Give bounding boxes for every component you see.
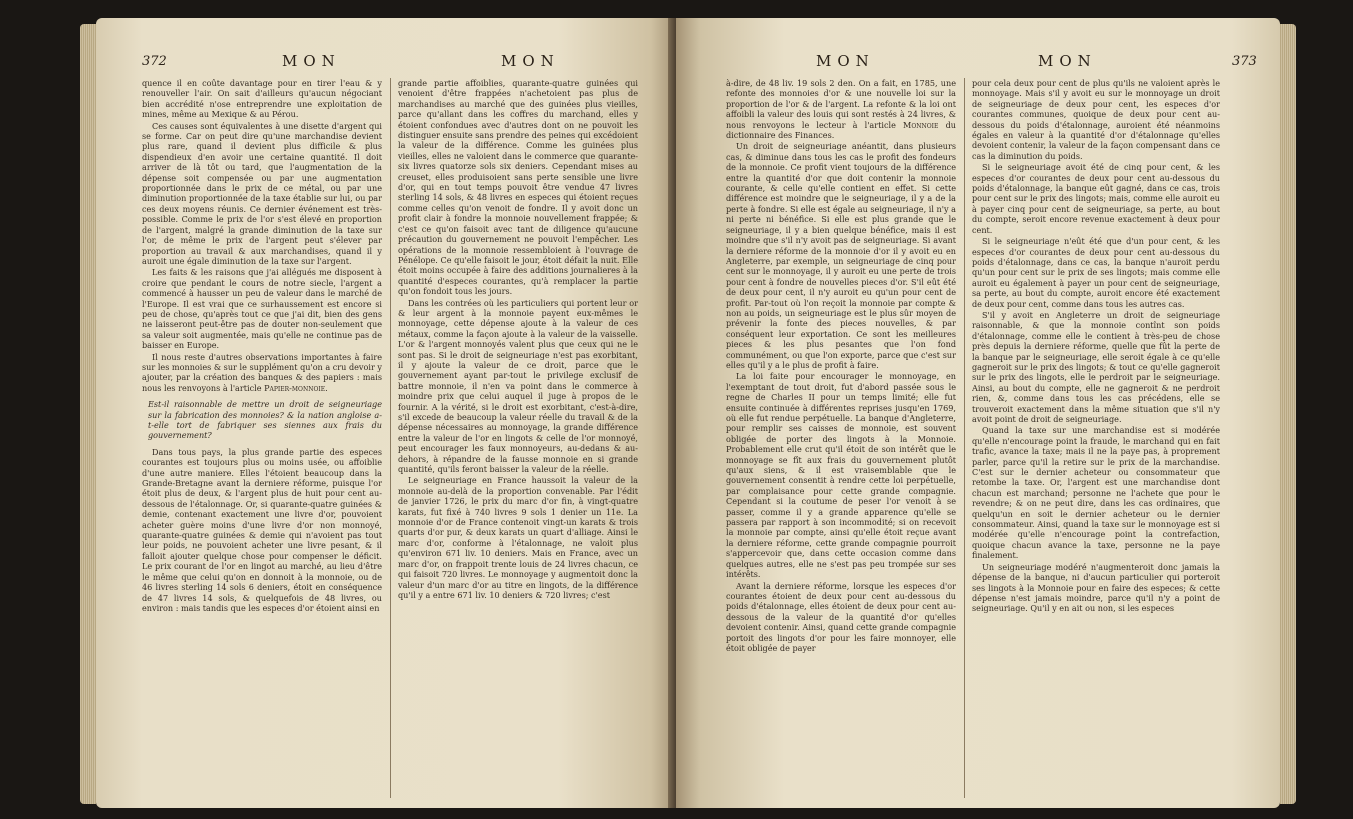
text-column-1	[726, 78, 956, 798]
paragraph: quence il en coûte davantage pour en tirer l'eau & y renouveller l'air. On sait d'ailleurs qu'aucun négociant bien accrédité n'ose entreprendre une exploitation de mines, même au Mexique & au Pérou.	[142, 78, 382, 120]
page-edges-left	[80, 24, 96, 804]
paragraph: S'il y avoit en Angleterre un droit de seigneuriage raisonnable, & que la monnoie contînt son poids d'étalonnage, comme elle le contient à très-peu de chose près depuis la derniere réforme, quelle que fût la perte de la banque par le seigneuriage, elle seroit égale à ce qu'elle gagneroit sur le prix des lingots; & tout ce qu'elle gagneroit sur le prix des lingots, elle le perdroit par le seigneuriage. Ainsi, au bout du compte, elle ne gagneroit & ne perdroit rien, &, comme dans tous les cas précédens, elle se trouveroit exactement dans la même situation que s'il n'y avoit point de droit de seigneuriage.	[972, 309, 1220, 424]
paragraph: grande partie affoiblies, quarante-quatre guinées qui venoient d'être frappées n'achetoient pas plus de marchandises au marché que des guinées plus vieilles, parce qu'allant dans les coffres du marchand, elles y étoient confondues avec d'autres dont on ne pouvoit les distinguer ensuite sans prendre des peines qui excédoient la valeur de la différence. Comme les guinées plus vieilles, elles ne valoient dans le commerce que quarante-six livres quatorze sols six deniers. Cependant mises au creuset, elles produisoient sans perte sensible une livre d'or, qui en tout temps pouvoit être vendue 47 livres sterling 14 sols, & 48 livres en especes qui étoient reçues comme celles qu'on venoit de fondre. Il y avoit donc un profit clair à fondre la monnoie nouvellement frappée; & c'est ce qu'on faisoit avec tant de diligence qu'aucune précaution du gouvernement ne pouvoit l'empêcher. Les opérations de la monnoie ressembloient à l'ouvrage de Pénélope. Ce qu'elle faisoit le jour, étoit défait la nuit. Elle étoit moins occupée à faire des additions journalieres à la quantité d'especes courantes, qu'à remplacer la partie qu'on fondoit tous les jours.	[398, 78, 638, 297]
page-edges-right	[1280, 24, 1296, 804]
paragraph: Dans tous pays, la plus grande partie des especes courantes est toujours plus ou moins usée, ou affoiblie d'une autre maniere. Elles l'étoient beaucoup dans la Grande-Bretagne avant la derniere réforme, puisque l'or étoit plus de deux, & l'argent plus de huit pour cent au-dessous de l'étalonnage. Or, si quarante-quatre guinées & demie, contenant exactement une livre d'or, pouvoient acheter guère moins d'une livre d'or non monnoyé, quarante-quatre guinées & demie qui n'avoient pas tout leur poids, ne pouvoient acheter une livre pesant, & il falloit ajouter quelque chose pour compenser le déficit. Le prix courant de l'or en lingot au marché, au lieu d'être le même que celui qu'on en donnoit à la monnoie, ou de 46 livres sterling 14 sols 6 deniers, étoit en conséquence de 47 livres 14 sols, & quelquefois de 48 livres, ou environ : mais tandis que les especes d'or étoient ainsi en	[142, 446, 382, 613]
running-header-right: MON	[501, 52, 560, 70]
paragraph: Quand la taxe sur une marchandise est si modérée qu'elle n'encourage point la fraude, le marchand qui en fait trafic, avance la taxe; mais il ne la paye pas, à proprement parler, parce qu'il la retire sur le prix de la marchandise. C'est sur le dernier acheteur ou consommateur que retombe la taxe. Or, l'argent est une marchandise dont chacun est marchand; personne ne l'achete que pour le revendre; & on ne peut dire, dans les cas ordinaires, que quelqu'un en soit le dernier acheteur ou le dernier consommateur. Ainsi, quand la taxe sur le monnoyage est si modérée qu'elle n'encourage point la contrefaction, quoique chacun avance la taxe, personne ne la paye finalement.	[972, 425, 1220, 561]
running-header-left: MON	[816, 52, 875, 70]
paragraph: La loi faite pour encourager le monnoyage, en l'exemptant de tout droit, fut d'abord passée sous le regne de Charles II pour un temps limité; elle fut ensuite continuée à différentes reprises jusqu'en 1769, où elle fut rendue perpétuelle. La banque d'Angleterre, pour remplir ses caisses de monnoie, est souvent obligée de porter des lingots à la Monnoie. Probablement elle crut qu'il étoit de son intérêt que le monnoyage se fît aux frais du gouvernement plutôt qu'aux siens, & il est vraisemblable que le gouvernement consentit à rendre cette loi perpétuelle, par complaisance pour cette grande compagnie. Cependant si la coutume de peser l'or venoit à se passer, comme il y a grande apparence qu'elle se passera par rapport à son incommodité; si on recevoit la monnoie par compte, ainsi qu'elle étoit reçue avant la derniere réforme, cette grande compagnie pourroit s'appercevoir que, dans cette occasion comme dans quelques autres, elle ne s'est pas peu trompée sur ses intérêts.	[726, 371, 956, 580]
cross-reference-link[interactable]: Papier-monnoie.	[264, 382, 328, 393]
paragraph-text: Il nous reste d'autres observations importantes à faire sur les monnoies & sur le supplément qu'on a cru devoir y ajouter, par la création des banques & des papiers : mais nous les renvoyons à l'article	[142, 351, 382, 393]
page-number: 372	[142, 54, 167, 69]
running-header-left: MON	[282, 52, 341, 70]
left-page	[96, 18, 674, 808]
paragraph: Les faits & les raisons que j'ai allégués me disposent à croire que pendant le cours de notre siecle, l'argent a commencé à hausser un peu de valeur dans le marché de l'Europe. Il est vrai que ce surhaussement est encore si peu de chose, qu'après tout ce que j'ai dit, bien des gens ne laisseront peut-être pas de douter non-seulement que sa valeur soit augmentée, mais qu'elle ne continue pas de baisser en Europe.	[142, 267, 382, 351]
paragraph: Dans les contrées où les particuliers qui portent leur or & leur argent à la monnoie payent eux-mêmes le monnoyage, cette dépense ajoute à la valeur de ces métaux, comme la façon ajoute à la valeur de la vaisselle. L'or & l'argent monnoyés valent plus que ceux qui ne le sont pas. Si le droit de seigneuriage n'est pas exorbitant, il y ajoute la valeur de ce droit, parce que le gouvernement ayant par-tout le privilege exclusif de battre monnoie, il n'en va point dans le commerce à moindre prix que celui auquel il juge à propos de le fournir. A la vérité, si le droit est exorbitant, c'est-à-dire, s'il excede de beaucoup la valeur réelle du travail & de la dépense nécessaires au monnoyage, la grande différence entre la valeur de l'or en lingots & celle de l'or monnoyé, peut encourager les faux monnoyeurs, au-dedans & au-dehors, à répandre de la fausse monnoie en si grande quantité, qu'ils feront baisser la valeur de la réelle.	[398, 297, 638, 475]
paragraph	[726, 78, 956, 140]
paragraph: Un droit de seigneuriage anéantit, dans plusieurs cas, & diminue dans tous les cas le profit des fondeurs de la monnoie. Ce profit vient toujours de la différence entre la quantité d'or que doit contenir la monnoie courante, & celle qu'elle contient en effet. Si cette différence est moindre que le seigneuriage, il y a de la perte à fondre. Si elle est égale au seigneuriage, il n'y a ni perte ni bénéfice. Si elle est plus grande que le seigneuriage, il y a bien quelque bénéfice, mais il est moindre que s'il n'y avoit pas de seigneuriage. Si avant la derniere réforme de la monnoie d'or il y avoit eu en Angleterre, par exemple, un seigneuriage de cinq pour cent sur le monnoyage, il y auroit eu une perte de trois pour cent à fondre de nouvelles pieces d'or. S'il eût été de deux pour cent, il n'y auroit eu qu'un pour cent de profit. Par-tout où l'on reçoit la monnoie par compte & non au poids, un seigneuriage est le plus sûr moyen de prévenir la fonte des pieces nouvelles, & par conséquent leur exportation. Ce sont les meilleures pieces & les plus pesantes que l'on fond communément, ou que l'on exporte, parce que c'est sur elles qu'il y a le plus de profit à faire.	[726, 141, 956, 370]
column-divider	[964, 78, 965, 798]
text-column-2	[972, 78, 1220, 798]
paragraph: pour cela deux pour cent de plus qu'ils ne valoient après le monnoyage. Mais s'il y avoit eu sur le monnoyage un droit de seigneuriage de deux pour cent, les especes d'or courantes communes, quoique de deux pour cent au-dessous du poids d'étalonnage, auroient été néanmoins égales en valeur à la quantité d'or d'étalonnage qu'elles devoient contenir, la valeur de la façon compensant dans ce cas la diminution du poids.	[972, 78, 1220, 161]
section-subheading: Est-il raisonnable de mettre un droit de seigneuriage sur la fabrication des monnoies? & la nation angloise a-t-elle tort de fabriquer ses siennes aux frais du gouvernement?	[148, 399, 382, 441]
right-page	[676, 18, 1280, 808]
paragraph: Si le seigneuriage avoit été de cinq pour cent, & les especes d'or courantes de deux pour cent au-dessous du poids d'étalonnage, la banque eût gagné, dans ce cas, trois pour cent sur le prix des lingots; mais, comme elle auroit eu à payer cinq pour cent de seigneuriage, sa perte, au bout du compte, seroit encore revenue exactement à deux pour cent.	[972, 162, 1220, 235]
paragraph: Un seigneuriage modéré n'augmenteroit donc jamais la dépense de la banque, ni d'aucun particulier qui porteroit ses lingots à la Monnoie pour en faire des especes; & cette dépense n'est jamais moindre, parce qu'il n'y a point de seigneuriage. Qu'il y en ait ou non, si les especes	[972, 561, 1220, 614]
text-column-1	[142, 78, 382, 798]
running-header-right: MON	[1038, 52, 1097, 70]
column-divider	[390, 78, 391, 798]
paragraph: Avant la derniere réforme, lorsque les especes d'or courantes étoient de deux pour cent au-dessous du poids d'étalonnage, elles étoient de deux pour cent au-dessous de la valeur de la quantité d'or qu'elles devoient contenir. Ainsi, quand cette grande compagnie portoit des lingots d'or pour les faire monnoyer, elle étoit obligée de payer	[726, 580, 956, 653]
paragraph	[142, 352, 382, 394]
paragraph: Ces causes sont équivalentes à une disette d'argent qui se forme. Car on peut dire qu'une marchandise devient plus rare, quand il devient plus difficile & plus dispendieux d'en avoir une certaine quantité. Il doit arriver de là tôt ou tard, que l'augmentation de la dépense soit compensée ou par une augmentation proportionnée dans le prix de ce métal, ou par une diminution proportionnée de la taxe établie sur lui, ou par ces deux moyens réunis. Ce dernier événement est très-possible. Comme le prix de l'or s'est élevé en proportion de l'argent, malgré la grande diminution de la taxe sur l'or, de même le prix de l'argent peut s'élever par proportion au travail & aux marchandises, quand il y auroit une égale diminution de la taxe sur l'argent.	[142, 120, 382, 266]
paragraph: Le seigneuriage en France haussoit la valeur de la monnoie au-delà de la proportion convenable. Par l'édit de janvier 1726, le prix du marc d'or fin, à vingt-quatre karats, fut fixé à 740 livres 9 sols 1 denier un 11e. La monnoie d'or de France contenoit vingt-un karats & trois quarts d'or pur, & deux karats un quart d'alliage. Ainsi le marc d'or, conforme à l'étalonnage, ne valoit plus qu'environ 671 liv. 10 deniers. Mais en France, avec un marc d'or, on frappoit trente louis de 24 livres chacun, ce qui faisoit 720 livres. Le monnoyage y augmentoit donc la valeur d'un marc d'or au titre en lingots, de la différence qu'il y a entre 671 liv. 10 deniers & 720 livres; c'est	[398, 475, 638, 600]
paragraph-text: du dictionnaire des Finances.	[726, 119, 956, 141]
paragraph-text: à-dire, de 48 liv. 19 sols 2 den. On a fait, en 1785, une refonte des monnoies d'or & une nouvelle loi sur la proportion de l'or & de l'argent. La refonte & la loi ont affoibli la valeur des louis qui sont restés à 24 livres, & nous renvoyons le lecteur à l'article	[726, 78, 956, 130]
cross-reference-link[interactable]: Monnoie	[903, 119, 939, 130]
page-number: 373	[1232, 54, 1257, 69]
paragraph: Si le seigneuriage n'eût été que d'un pour cent, & les especes d'or courantes de deux pour cent au-dessous du poids d'étalonnage, dans ce cas, la banque n'auroit perdu qu'un pour cent sur le prix de ses lingots; mais comme elle auroit eu également à payer un pour cent de seigneuriage, sa perte, au bout du compte, auroit encore été exactement de deux pour cent, comme dans tous les autres cas.	[972, 236, 1220, 309]
text-column-2	[398, 78, 638, 798]
